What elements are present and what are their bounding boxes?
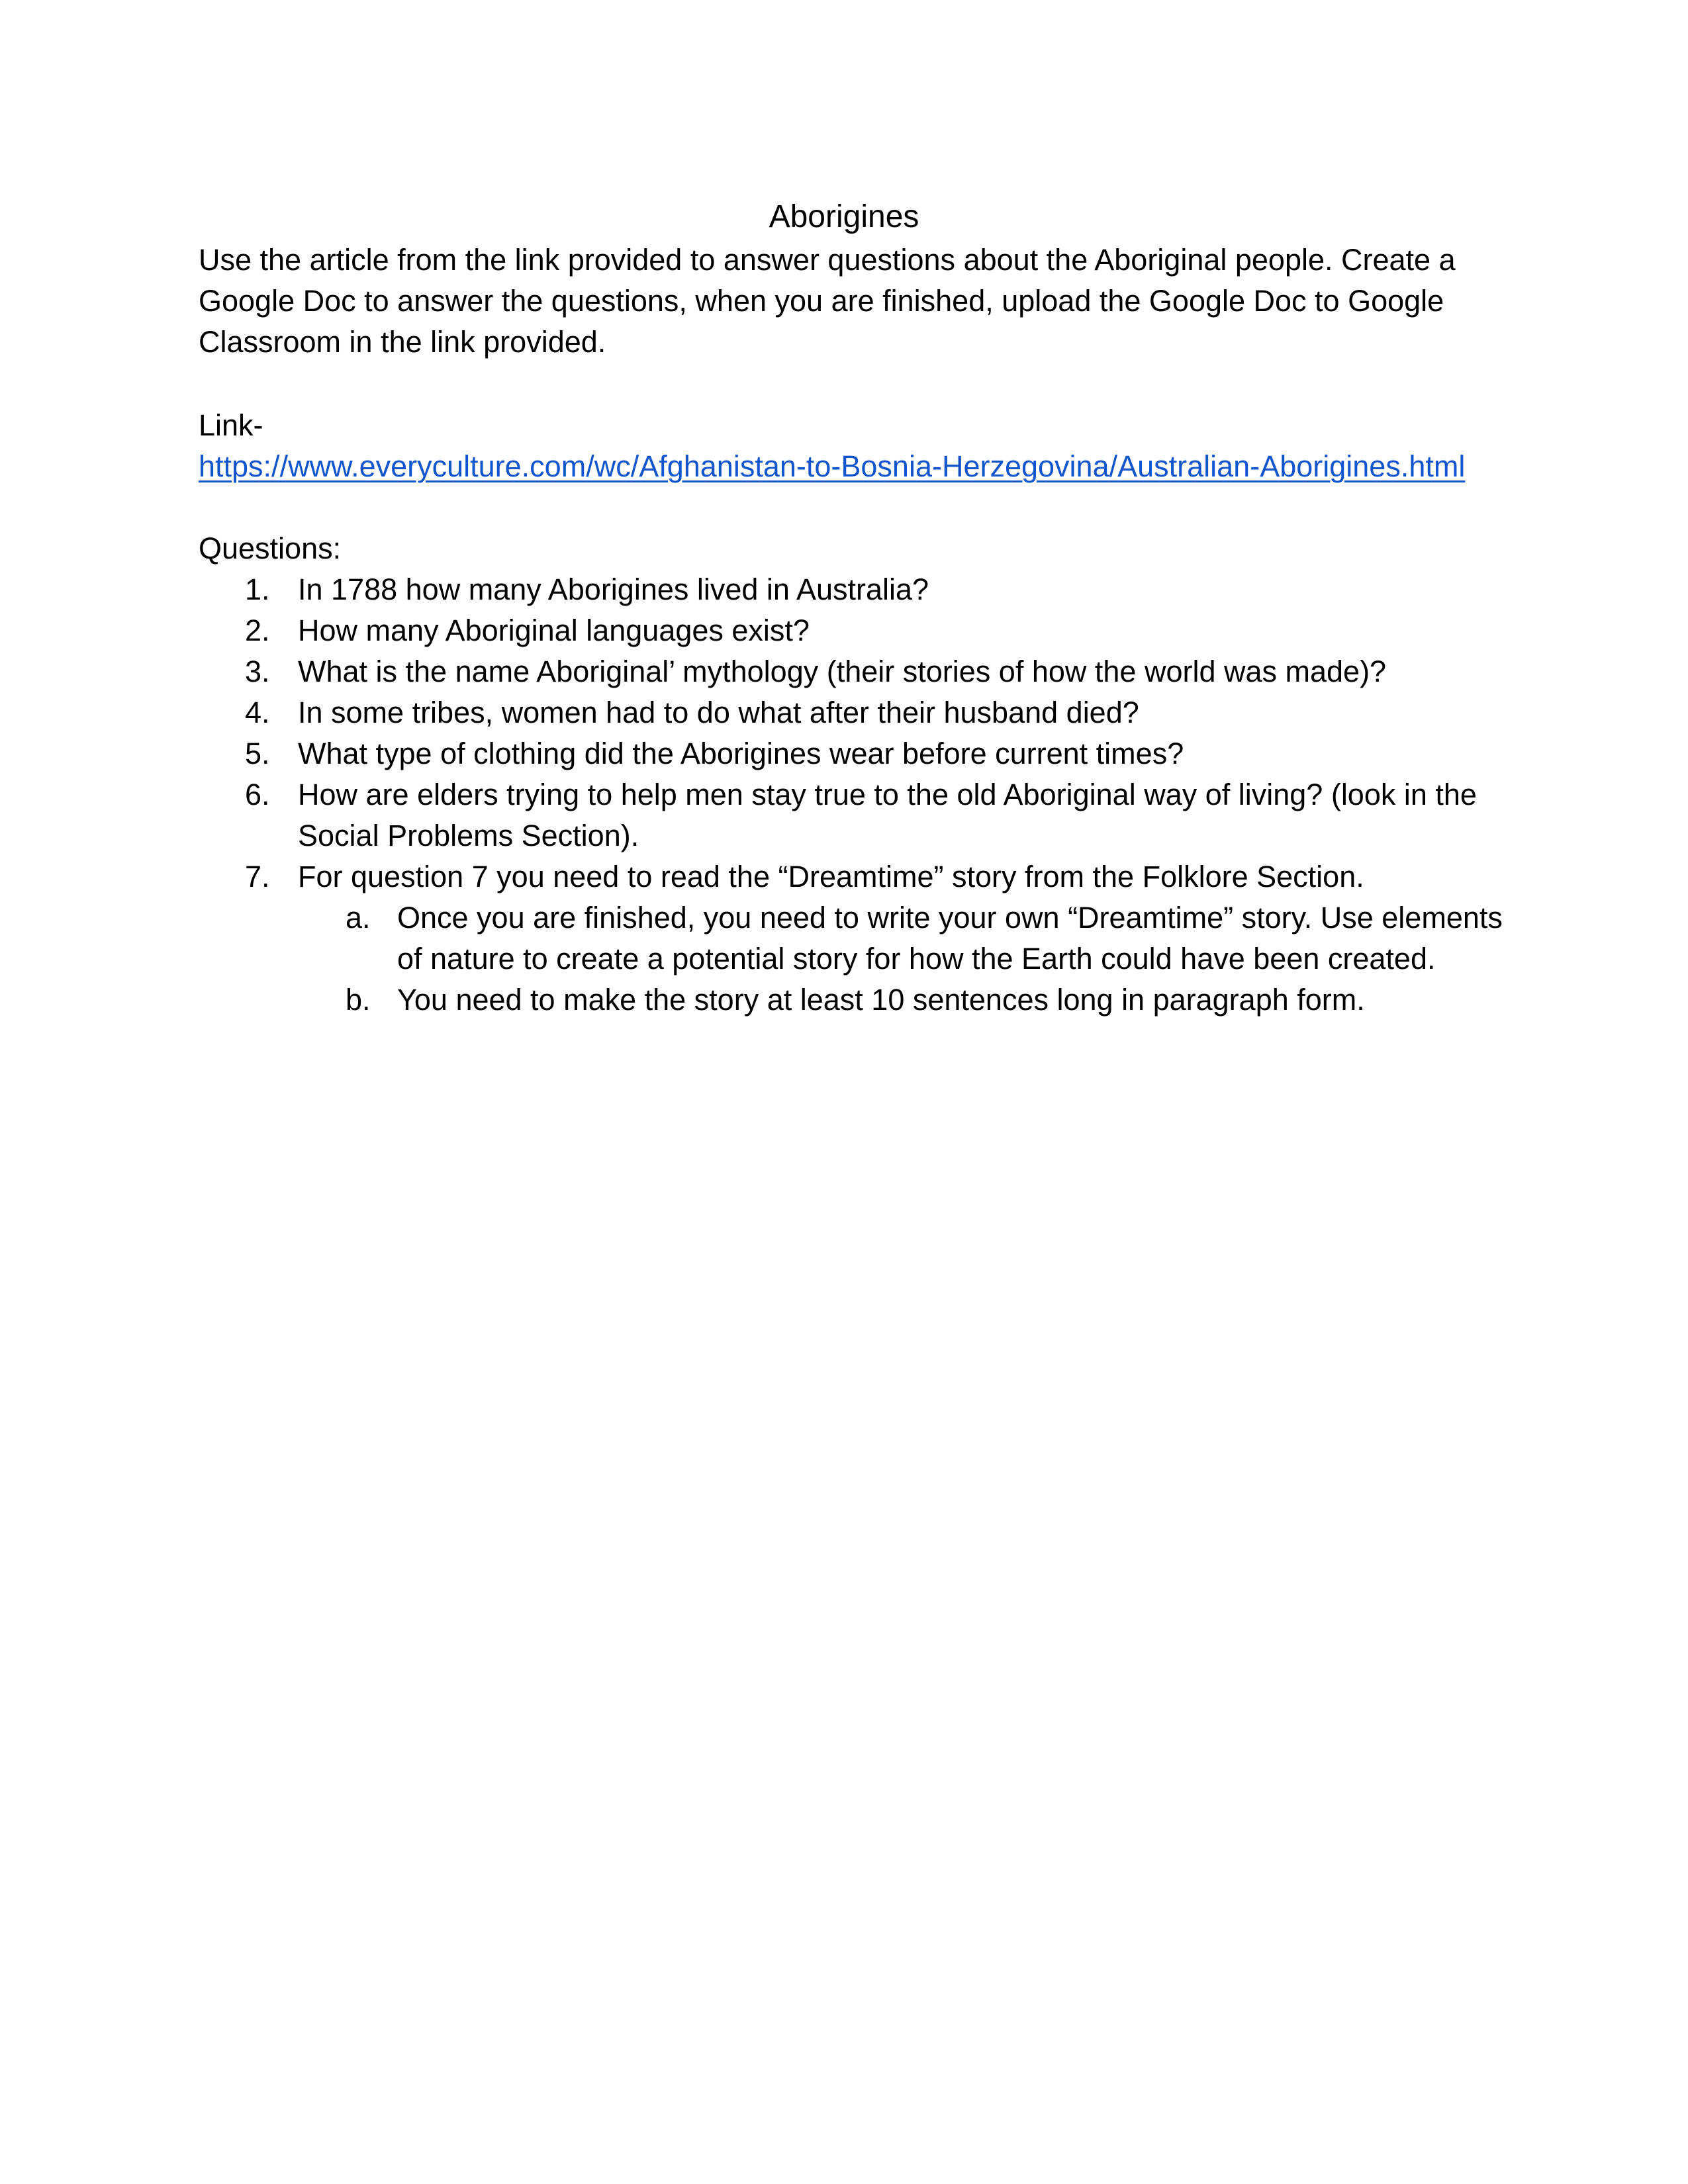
question-text: For question 7 you need to read the “Dreamtime” story from the Folklore Section.: [298, 860, 1364, 893]
question-text: What is the name Aboriginal’ mythology (their stories of how the world was made)?: [298, 655, 1387, 688]
subquestion-letter: a.: [346, 901, 371, 934]
subquestion-text: Once you are finished, you need to write your own “Dreamtime” story. Use elements of nature to create a potential story for how the Earth could have been created.: [397, 901, 1503, 976]
question-item: [199, 651, 1509, 692]
link-label: Link-: [199, 408, 263, 442]
question-item: [199, 610, 1509, 651]
subquestion-text: You need to make the story at least 10 sentences long in paragraph form.: [397, 983, 1365, 1017]
document-title: Aborigines: [769, 199, 919, 234]
question-text: How are elders trying to help men stay true to the old Aboriginal way of living? (look in the Social Problems Section).: [298, 778, 1477, 852]
question-number: 2.: [245, 614, 270, 647]
question-number: 1.: [245, 572, 270, 606]
question-number: 7.: [245, 860, 270, 893]
subquestion-item: [199, 897, 1509, 979]
subquestion-letter: b.: [346, 983, 371, 1017]
question-item: [199, 774, 1509, 856]
question-number: 3.: [245, 655, 270, 688]
question-item: [199, 856, 1509, 1021]
question-number: 4.: [245, 696, 270, 729]
question-item: [199, 692, 1509, 733]
question-text: How many Aboriginal languages exist?: [298, 614, 810, 647]
subquestion-item: [199, 979, 1509, 1021]
question-number: 6.: [245, 778, 270, 811]
intro-paragraph: Use the article from the link provided to answer questions about the Aboriginal people. Create a Google Doc to answer the questions, when you are finished, upload the Google Doc to Google Classroom in the link provided.: [199, 243, 1456, 359]
subquestions-list: [298, 897, 1509, 1021]
question-text: In some tribes, women had to do what after their husband died?: [298, 696, 1139, 729]
questions-label: Questions:: [199, 531, 342, 565]
article-link[interactable]: https://www.everyculture.com/wc/Afghanistan-to-Bosnia-Herzegovina/Australian-Aborigines.html: [199, 449, 1466, 483]
question-number: 5.: [245, 737, 270, 770]
question-text: What type of clothing did the Aborigines wear before current times?: [298, 737, 1184, 770]
question-text: In 1788 how many Aborigines lived in Australia?: [298, 572, 929, 606]
question-item: [199, 733, 1509, 774]
questions-list: [199, 569, 1509, 1021]
question-item: [199, 569, 1509, 610]
